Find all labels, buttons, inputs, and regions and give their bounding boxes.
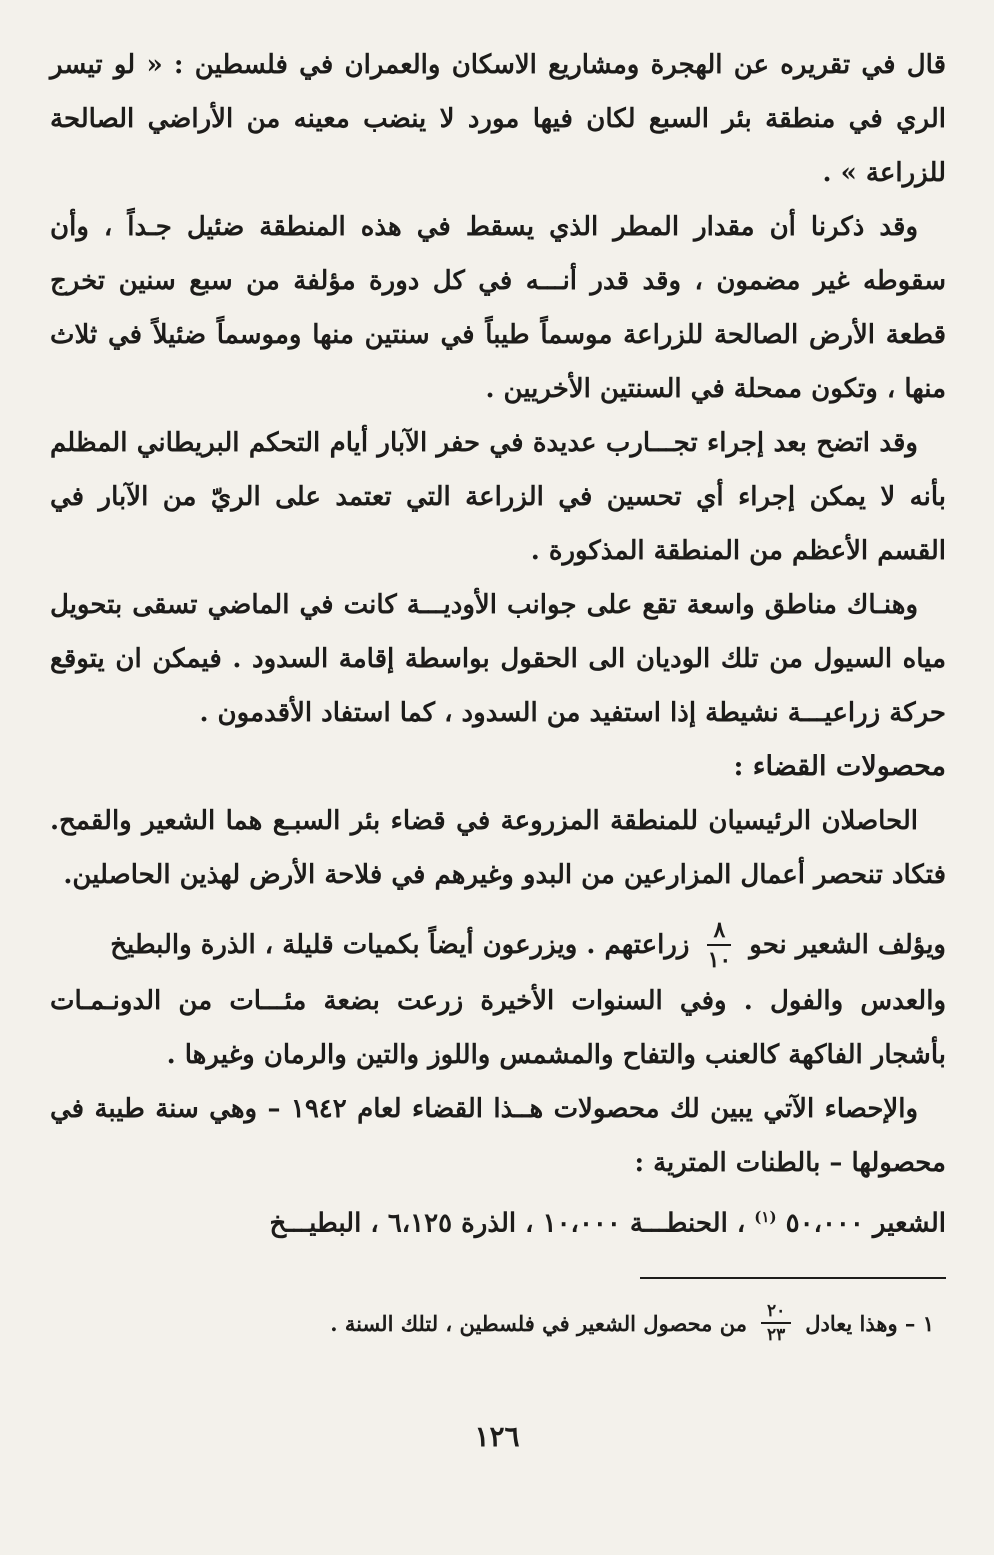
footnote-fraction-denominator: ٢٣ <box>766 1325 786 1345</box>
page-number: ١٢٦ <box>474 1420 520 1453</box>
footnote-fraction-numerator: ٢٠ <box>761 1300 791 1324</box>
paragraph-6-end: زراعتهم . ويزرعون أيضاً بكميات قليلة ، الذرة والبطيخ <box>110 930 690 960</box>
barley-figure: الشعير ٥٠،٠٠٠ <box>785 1208 946 1239</box>
fraction-denominator: ١٠ <box>707 947 732 973</box>
footnote-divider <box>640 1277 946 1279</box>
section-heading: محصولات القضاء : <box>733 751 946 782</box>
footnote-text: من محصول الشعير في فلسطين ، لتلك السنة . <box>330 1310 747 1336</box>
paragraph-6-continuation: والعدس والفول . وفي السنوات الأخيرة زرعت بضعة مئـــات من الدونـمـات بأشجار الفاكهة كالعنب والتفاح والمشمس واللوز والتين والرمان وغيرها . <box>50 986 946 1070</box>
fraction-numerator: ٨ <box>707 916 731 946</box>
footnote <box>54 1300 934 1346</box>
paragraph-7: والإحصاء الآتي يبين لك محصولات هــذا القضاء لعام ١٩٤٢ – وهي سنة طيبة في محصولها – بالطنات المترية : <box>50 1094 946 1178</box>
other-crops-figures: ، الحنطـــة ١٠،٠٠٠ ، الذرة ٦،١٢٥ ، البطيـــخ <box>269 1208 746 1239</box>
page-body <box>50 38 946 1251</box>
paragraph-5: الحاصلان الرئيسيان للمنطقة المزروعة في قضاء بئر السبـع هما الشعير والقمح. فتكاد تنحصر أعمال المزارعين من البدو وغيرهم في فلاحة الأرض لهذين الحاصلين. <box>50 806 946 890</box>
paragraph-6-first-line <box>50 916 946 974</box>
statistics-line <box>50 1190 946 1251</box>
paragraph-6-start: ويؤلف الشعير نحو <box>749 930 946 960</box>
paragraph-2: وقد ذكرنا أن مقدار المطر الذي يسقط في هذه المنطقة ضئيل جـداً ، وأن سقوطه غير مضمون ، وقد قدر أنـــه في كل دورة مؤلفة من سبع سنين تخرج قطعة الأرض الصالحة للزراعة موسماً طيباً في سنتين منها وموسماً ضئيلاً في ثلاث منها ، وتكون ممحلة في السنتين الأخريين . <box>50 212 946 404</box>
paragraph-4: وهنـاك مناطق واسعة تقع على جوانب الأوديـــة كانت في الماضي تسقى بتحويل مياه السيول من تلك الوديان الى الحقول بواسطة إقامة السدود . فيمكن ان يتوقع حركة زراعيـــة نشيطة إذا استفيد من السدود ، كما استفاد الأقدمون . <box>50 590 946 728</box>
fraction-eight-tenths <box>707 916 731 974</box>
footnote-marker: ١ – وهذا يعادل <box>805 1310 934 1336</box>
footnote-fraction <box>761 1300 791 1346</box>
footnote-reference: (١) <box>754 1208 777 1226</box>
paragraph-3: وقد اتضح بعد إجراء تجـــارب عديدة في حفر الآبار أيام التحكم البريطاني المظلم بأنه لا يمكن إجراء أي تحسين في الزراعة التي تعتمد على الريّ من الآبار في القسم الأعظم من المنطقة المذكورة . <box>50 428 946 566</box>
paragraph-1: قال في تقريره عن الهجرة ومشاريع الاسكان والعمران في فلسطين : « لو تيسر الري في منطقة بئر السبع لكان فيها مورد لا ينضب معينه من الأراضي الصالحة للزراعة » . <box>50 50 946 188</box>
